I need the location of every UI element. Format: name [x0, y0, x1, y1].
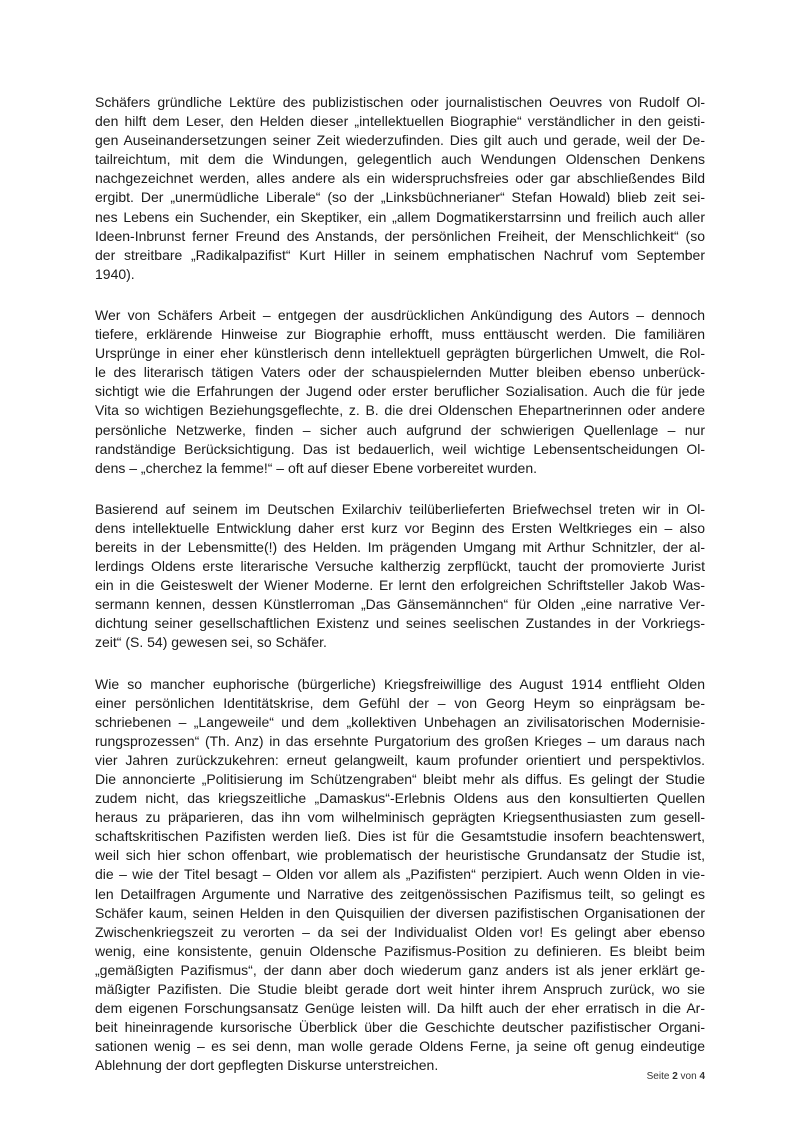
text-line: Wer von Schäfers Arbeit – entgegen der ausdrücklichen Ankündigung des Autors – dennoch	[95, 306, 705, 323]
paragraph-4	[95, 675, 705, 1076]
text-line: dens – „cherchez la femme!“ – oft auf dieser Ebene vorbereitet wurden.	[95, 459, 538, 476]
text-line: tiefere, erklärende Hinweise zur Biographie erhofft, muss enttäuscht werden. Die familiären	[95, 326, 705, 343]
text-line: gen Auseinandersetzungen seiner Zeit wiederzufinden. Dies gilt auch und gerade, weil der De-	[95, 132, 705, 149]
text-line: Ideen-Inbrunst ferner Freund des Anstands, der persönlichen Freiheit, der Menschlichkeit“ (so	[95, 227, 705, 244]
text-line: der streitbare „Radikalpazifist“ Kurt Hiller in seinem emphatischen Nachruf vom September	[95, 246, 705, 263]
text-line: einer persönlichen Identitätskrise, dem Gefühl der – von Georg Heym so einprägsam be-	[95, 694, 705, 711]
text-line: Vita so wichtigen Beziehungsgeflechte, z. B. die drei Oldenschen Ehepartnerinnen oder andere	[95, 402, 705, 419]
text-line: dem eigenen Forschungsansatz Genüge leisten will. Da hilft auch der eher erratisch in die Ar-	[95, 1000, 705, 1017]
text-line: Wie so mancher euphorische (bürgerliche) Kriegsfreiwillige des August 1914 entflieht Olden	[95, 675, 705, 692]
text-line: zudem nicht, das kriegszeitliche „Damaskus“-Erlebnis Oldens aus den konsultierten Quellen	[95, 790, 705, 807]
text-line: mäßigter Pazifisten. Die Studie bleibt gerade dort weit hinter ihrem Anspruch zurück, wo sie	[95, 981, 705, 998]
text-line: sichtigt wie die Erfahrungen der Jugend oder erster beruflicher Sozialisation. Auch die für jede	[95, 383, 705, 400]
text-line: bereits in der Lebensmitte(!) des Helden. Im prägenden Umgang mit Arthur Schnitzler, der al-	[95, 538, 705, 555]
text-line: nachgezeichnet werden, alles andere als ein widerspruchsfreies oder gar abschließendes Bild	[95, 170, 705, 187]
text-line: Schäfer kaum, seinen Helden in den Quisquilien der diversen pazifistischen Organisationen der	[95, 904, 705, 921]
text-line: wenig, eine konsistente, genuin Oldensche Pazifismus-Position zu definieren. Es bleibt beim	[95, 942, 705, 959]
footer-separator: von	[680, 1071, 697, 1082]
text-line: Ablehnung der dort gepflegten Diskurse unterstreichen.	[95, 1057, 439, 1074]
text-line: zeit“ (S. 54) gewesen sei, so Schäfer.	[95, 634, 327, 651]
text-line: schaftskritischen Pazifisten werden ließ. Dies ist für die Gesamtstudie insofern beachtenswert,	[95, 828, 705, 845]
text-line: heraus zu präparieren, das ihn vom wilhelminisch geprägten Kriegsenthusiasten zum gesell-	[95, 809, 705, 826]
text-line: persönliche Netzwerke, finden – sicher auch aufgrund der schwierigen Quellenlage – nur	[95, 421, 705, 438]
text-line: schriebenen – „Langeweile“ und dem „kollektiven Unbehagen an zivilisatorischen Modernisie-	[95, 713, 705, 730]
text-line: sationen wenig – es sei denn, man wolle gerade Oldens Ferne, ja seine oft genug eindeutige	[95, 1038, 705, 1055]
text-line: „gemäßigten Pazifismus“, der dann aber doch wiederum ganz anders ist als jener erklärt ge-	[95, 961, 705, 978]
text-line: Zwischenkriegszeit zu verorten – da sei der Individualist Olden vor! Es gelingt aber ebenso	[95, 923, 705, 940]
text-line: dens intellektuelle Entwicklung daher erst kurz vor Beginn des Ersten Weltkrieges ein – also	[95, 519, 705, 536]
text-line: ein in die Geisteswelt der Wiener Moderne. Er lernt den erfolgreichen Schriftsteller Jakob Was-	[95, 577, 705, 594]
text-line: dichtung seiner gesellschaftlichen Existenz und seines seelischen Zustandes in der Vorkriegs-	[95, 615, 705, 632]
text-line: randständige Berücksichtigung. Das ist bedauerlich, weil wichtige Lebensentscheidungen Ol-	[95, 440, 705, 457]
text-line: sermann kennen, dessen Künstlerroman „Das Gänsemännchen“ für Olden „eine narrative Ver-	[95, 596, 705, 613]
text-line: Ursprünge in einer eher künstlerisch denn intellektuell geprägten bürgerlichen Umwelt, die Rol-	[95, 345, 705, 362]
page-number-footer	[647, 1071, 705, 1082]
text-line: ergibt. Der „unermüdliche Liberale“ (so der „Linksbüchnerianer“ Stefan Howald) blieb zeit sei-	[95, 189, 705, 206]
text-line: Die annoncierte „Politisierung im Schützengraben“ bleibt mehr als diffus. Es gelingt der Studie	[95, 771, 705, 787]
paragraph-1	[95, 93, 705, 284]
paragraph-2	[95, 306, 705, 478]
text-line: beit hineinragende kursorische Überblick über die Geschichte deutscher pazifistischer Organi-	[95, 1019, 705, 1036]
text-line: tailreichtum, mit dem die Windungen, gelegentlich auch Wendungen Oldenschen Denkens	[95, 151, 705, 168]
text-line: len Detailfragen Argumente und Narrative des zeitgenössischen Pazifismus teilt, so gelingt es	[95, 885, 705, 902]
current-page-number: 2	[672, 1071, 678, 1082]
total-pages-number: 4	[699, 1071, 705, 1082]
text-line: Basierend auf seinem im Deutschen Exilarchiv teilüberlieferten Briefwechsel treten wir in Ol-	[95, 500, 705, 517]
text-line: den hilft dem Leser, den Helden dieser „intellektuellen Biographie“ verständlicher in den geisti-	[95, 113, 705, 130]
text-line: Schäfers gründliche Lektüre des publizistischen oder journalistischen Oeuvres von Rudolf Ol-	[95, 94, 705, 110]
paragraph-3	[95, 500, 705, 653]
text-line: 1940).	[95, 265, 135, 282]
text-line: nes Lebens ein Suchender, ein Skeptiker, ein „allem Dogmatikerstarrsinn und freilich auch aller	[95, 208, 705, 225]
body-text	[95, 93, 705, 1098]
text-line: die – wie der Titel besagt – Olden vor allem als „Pazifisten“ perzipiert. Auch wenn Olden in vie-	[95, 866, 705, 883]
text-line: rungsprozessen“ (Th. Anz) in das ersehnte Purgatorium des großen Krieges – um daraus nach	[95, 732, 705, 749]
footer-prefix: Seite	[646, 1071, 670, 1082]
text-line: vier Jahren zurückzukehren: erneut gelangweilt, kaum profunder orientiert und perspektivlos.	[95, 751, 705, 768]
text-line: lerdings Oldens erste literarische Versuche kaltherzig zerpflückt, taucht der promovierte Jurist	[95, 558, 705, 575]
text-line: weil sich hier schon offenbart, wie problematisch der heuristische Grundansatz der Studie ist,	[95, 847, 705, 864]
text-line: le des literarisch tätigen Vaters oder der schauspielernden Mutter bleiben ebenso unberück-	[95, 364, 705, 381]
